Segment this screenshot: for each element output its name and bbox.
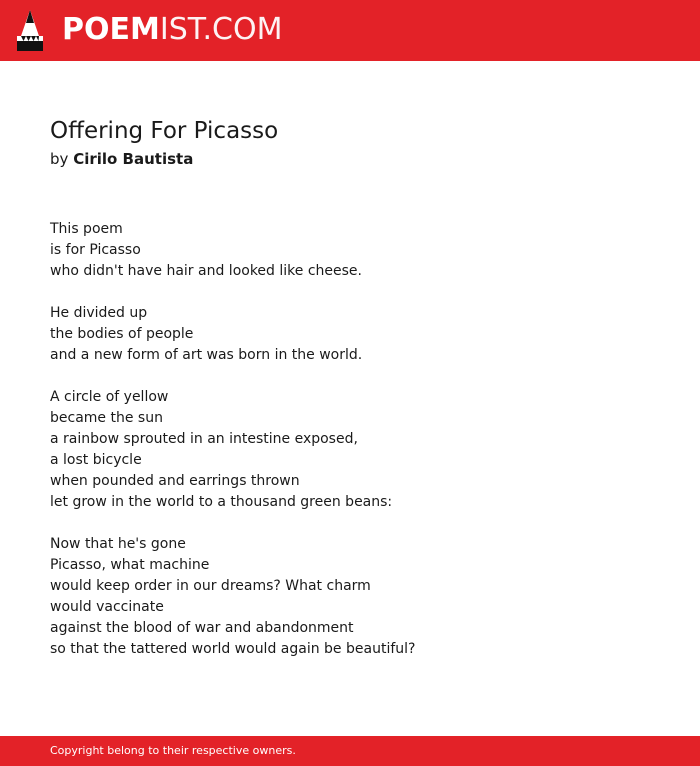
poem-line: This poem — [50, 221, 123, 237]
by-label: by — [50, 150, 69, 168]
poem-title: Offering For Picasso — [50, 118, 279, 144]
stanza — [50, 303, 415, 366]
poem-line: against the blood of war and abandonment — [50, 620, 354, 636]
byline — [50, 149, 193, 169]
poem-line: a lost bicycle — [50, 452, 142, 468]
poem-line: when pounded and earrings thrown — [50, 473, 300, 489]
poem-line: so that the tattered world would again be beautiful? — [50, 641, 416, 657]
poem-line: A circle of yellow — [50, 389, 169, 405]
poem-line: Now that he's gone — [50, 536, 186, 552]
poem-body — [50, 219, 415, 681]
poem-line: became the sun — [50, 410, 163, 426]
logo-bold-text: POEM — [62, 12, 160, 47]
poem-line: the bodies of people — [50, 326, 194, 342]
poem-line: who didn't have hair and looked like cheese. — [50, 263, 362, 279]
copyright-text: Copyright belong to their respective owners. — [50, 744, 296, 757]
author-name[interactable]: Cirilo Bautista — [73, 150, 194, 168]
stanza — [50, 219, 415, 282]
site-header — [0, 0, 700, 61]
stanza — [50, 387, 415, 513]
poem-line: He divided up — [50, 305, 148, 321]
poem-line: a rainbow sprouted in an intestine exposed, — [50, 431, 358, 447]
poem-line: and a new form of art was born in the world. — [50, 347, 363, 363]
poem-line: would vaccinate — [50, 599, 164, 615]
site-footer — [0, 736, 700, 766]
logo-light-text: IST.COM — [159, 12, 283, 47]
poem-line: is for Picasso — [50, 242, 141, 258]
pencil-logo-icon[interactable] — [17, 10, 43, 51]
poem-line: let grow in the world to a thousand green beans: — [50, 494, 393, 510]
poem-line: Picasso, what machine — [50, 557, 210, 573]
poem-line: would keep order in our dreams? What charm — [50, 578, 371, 594]
site-logo[interactable] — [62, 12, 282, 48]
stanza — [50, 534, 415, 660]
